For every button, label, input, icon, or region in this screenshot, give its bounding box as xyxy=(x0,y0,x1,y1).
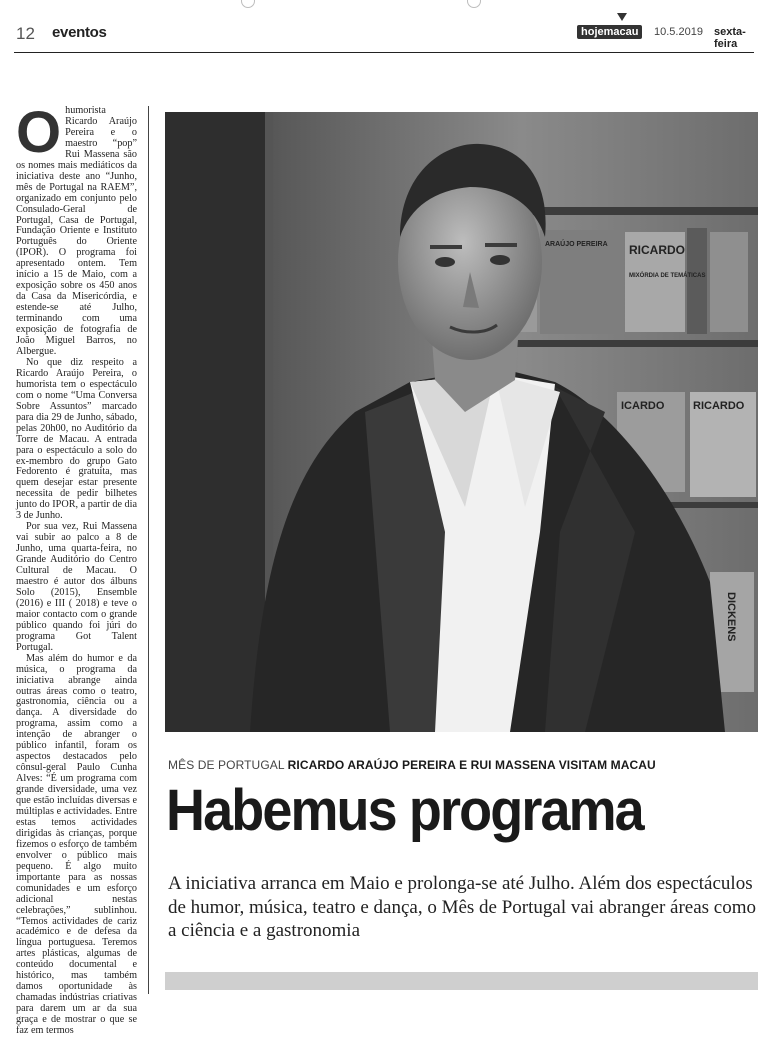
logo-triangle-icon xyxy=(617,13,627,21)
lead-paragraph: A iniciativa arranca em Maio e prolonga-se até Julho. Além dos espectáculos de humor, música, teatro e dança, o Mês de Portugal vai abranger áreas como a ciência e a gastronomia xyxy=(168,873,757,941)
book-spine-label: ICARDO xyxy=(621,400,665,412)
article-body xyxy=(16,100,137,1037)
section-title: eventos xyxy=(52,24,107,41)
binder-hole xyxy=(241,0,255,8)
column-divider xyxy=(148,106,149,994)
article-kicker xyxy=(168,758,758,772)
article-photo xyxy=(165,112,758,732)
article-paragraph: Mas além do humor e da música, o programa da iniciativa abrange ainda outras áreas como o teatro, gastronomia, ciência ou a dança. A diversidade do programa, assim como a intenção de abranger o público infantil, foram os aspectos destacados pelo cônsul-geral Paulo Cunha Alves: “É um programa com grande diversidade, uma vez que estão incluídas diversas e múltiplas e actividades. Entre estas temos actividades dirigidas às crianças, porque fizemos o esforço de também envolver o público mais pequeno. É algo muito importante para as nossas comunidades e um esforço adicional nestas celebrações,” sublinhou. “Temos actividades de cariz académico e de defesa da língua portuguesa. Teremos artes plásticas, algumas de conteúdo documental e histórico, mas também damos oportunidade às chamadas indústrias criativas para darem um ar da sua graça e de mostrar o que se faz em termos xyxy=(16,652,137,1037)
page-number: 12 xyxy=(16,24,35,43)
article-paragraph: Por sua vez, Rui Massena vai subir ao palco a 8 de Junho, uma quarta-feira, no Grande Auditório do Centro Cultural de Macau. O maestro é autor dos álbuns Solo (2015), Ensemble (2016) e III ( 2018) e teve o maior contacto com o grande público quando foi júri do programa Got Talent Portugal. xyxy=(16,521,137,653)
book-spine-label: RICARDO xyxy=(629,243,685,257)
book-spine-label: RICARDO xyxy=(693,400,745,412)
kicker-prefix: MÊS DE PORTUGAL xyxy=(168,758,285,772)
issue-date: 10.5.2019 xyxy=(654,26,703,38)
book-spine-label: DICKENS xyxy=(725,592,737,642)
page-header xyxy=(14,18,754,53)
dropcap: O xyxy=(16,100,62,165)
bottom-bar xyxy=(165,972,758,990)
article-paragraph: humorista Ricardo Araújo Pereira e o maestro “pop” Rui Massena são os nomes mais mediáticos da iniciativa deste ano “Junho, mês de Portugal na RAEM”, organizado em conjunto pelo Consulado-Geral de Portugal, Casa de Portugal, Fundação Oriente e Instituto Português do Oriente (IPOR). O programa foi apresentado ontem. Tem início a 15 de Maio, com a exposição sobre os 450 anos da Casa da Misericórdia, e estende-se até Julho, terminando com uma exposição de fotografia de João Miguel Barros, no Albergue. xyxy=(16,105,137,357)
publication-logo: hojemacau xyxy=(577,25,642,39)
article-paragraph: No que diz respeito a Ricardo Araújo Pereira, o humorista tem o espectáculo com o nome “Uma Conversa Sobre Assuntos” marcado para dia 29 de Junho, sábado, pelas 20h00, no Auditório da Torre de Macau. A entrada para o espectáculo a solo do ex-membro do grupo Gato Fedorento é gratuita, mas quem desejar estar presente necessita de pedir bilhetes junto do IPOR, a partir de dia 3 de Junho. xyxy=(16,356,137,522)
binder-hole xyxy=(467,0,481,8)
kicker-main: RICARDO ARAÚJO PEREIRA E RUI MASSENA VISITAM MACAU xyxy=(287,758,656,772)
issue-weekday: sexta-feira xyxy=(714,26,746,50)
headline: Habemus programa xyxy=(166,778,643,843)
book-spine-label: ARAÚJO PEREIRA xyxy=(545,241,608,248)
book-spine-label: MIXÓRDIA DE TEMÁTICAS xyxy=(629,273,706,279)
